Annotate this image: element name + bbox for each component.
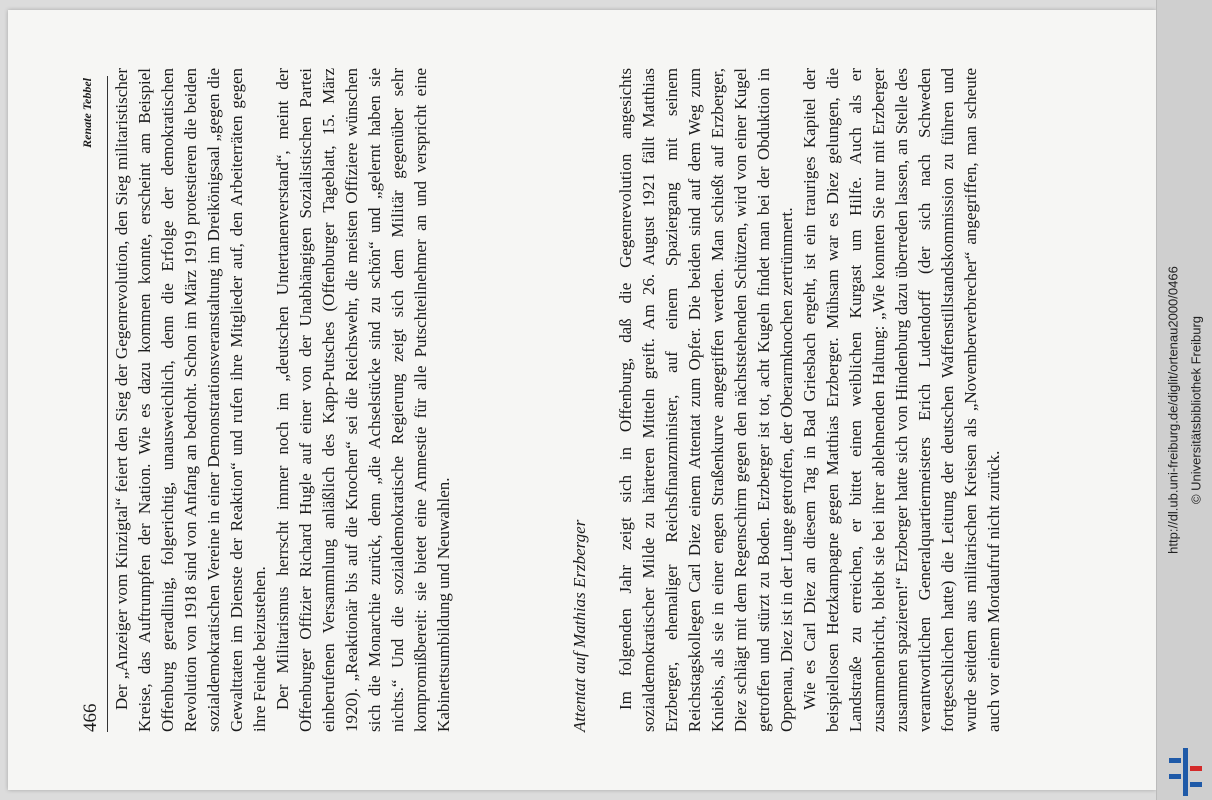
body-text-block bbox=[614, 68, 1005, 732]
paragraph: Der Militarismus herrscht immer noch im „deutschen Untertanenverstand“, meint der Offenburger Offizier Richard Hugle auf einer von der Unabhängigen Sozialistischen Partei einberufenen Versammlung anläßlich des Kapp-Putsches (Offenburger Tageblatt, 15. März 1920). „Reaktionär bis auf die Knochen“ sei die Reichswehr, die meisten Offiziere wünschen sich die Monarchie zurück, denn „die Achselstücke sind zu schön“ und „gelernt haben sie nichts.“ Und die sozialdemokratische Regierung zeigt sich dem Militär gegenüber sehr kompromißbereit: sie bietet eine Amnestie für alle Putschteilnehmer an und verspricht eine Kabinettsumbildung und Neuwahlen. bbox=[273, 68, 453, 732]
paragraph: Im folgenden Jahr zeigt sich in Offenburg, daß die Gegenrevolution angesichts sozialdemokratischer Milde zu härteren Mitteln greift. Am 26. August 1921 fällt Matthias Erzberger, ehemaliger Reichsfinanzminister, auf einem Spaziergang mit seinem Reichstagskollegen Carl Diez einem Attentat zum Opfer. Die beiden sind auf dem Weg zum Kniebis, als sie in einer engen Straßenkurve angegriffen werden. Man schießt auf Erzberger, Diez schlägt mit dem Regenschirm gegen den nächststehenden Schützen, wird von einer Kugel getroffen und stürzt zu Boden. Erzberger ist tot, acht Kugeln findet man bei der Obduktion in Oppenau, Diez ist in der Lunge getroffen, der Oberarmknochen zertrümmert. bbox=[616, 68, 796, 732]
section-heading: Attentat auf Mathias Erzberger bbox=[570, 519, 589, 732]
library-logo-icon bbox=[1166, 748, 1204, 796]
running-header: Renate Tebbel bbox=[80, 78, 94, 148]
paragraph: Wie es Carl Diez an diesem Tag in Bad Griesbach ergeht, ist ein trauriges Kapitel der beispiellosen Hetzkampagne gegen Matthias Erzberger. Mühsam war es Diez gelungen, die Landstraße zu erreichen, er bittet einen weiblichen Kurgast um Hilfe. Auch als er zusammenbricht, bleibt sie bei ihrer ablehnenden Haltung: „Wie konnten Sie nur mit Erzberger zusammen spazieren!“ Erzberger hatte sich von Hindenburg dazu überreden lassen, an Stelle des verantwortlichen Generalquartiermeisters Erich Ludendorff (der sich nach Schweden fortgeschlichen hatte) die Leitung der deutschen Waffenstillstandskommission zu führen und wurde seitdem aus militarischen Kreisen als „Novemberverbrecher“ angegriffen, man scheute auch vor einem Mordaufruf nicht zurück. bbox=[800, 68, 1003, 732]
permalink[interactable]: http://dl.ub.uni-freiburg.de/diglit/ortenau2000/0466 bbox=[1165, 266, 1181, 554]
scanned-page bbox=[8, 10, 1156, 790]
page-content bbox=[8, 10, 1156, 790]
page-number: 466 bbox=[80, 703, 101, 732]
body-text-block bbox=[110, 68, 455, 732]
copyright-notice: © Universitätsbibliothek Freiburg bbox=[1188, 315, 1204, 505]
header-rule bbox=[107, 76, 108, 732]
paragraph: Der „Anzeiger vom Kinzigtal“ feiert den Sieg der Gegenrevolution, den Sieg militaristischer Kreise, das Auftrumpfen der Nation. Wie es dazu kommen konnte, erscheint am Beispiel Offenburg geradlinig, folgerichtig, unausweichlich, denn die Erfolge der demokratischen Revolution von 1918 sind von Anfang an bedroht. Schon im März 1919 protestieren die beiden sozialdemokratischen Vereine in einer Demonstrationsveranstaltung im Dreikönigsaal „gegen die Gewalttaten im Dienste der Reaktion“ und rufen ihre Mitglieder auf, den Arbeiterräten gegen ihre Feinde beizustehen. bbox=[112, 68, 269, 732]
library-sidebar bbox=[1156, 0, 1212, 800]
